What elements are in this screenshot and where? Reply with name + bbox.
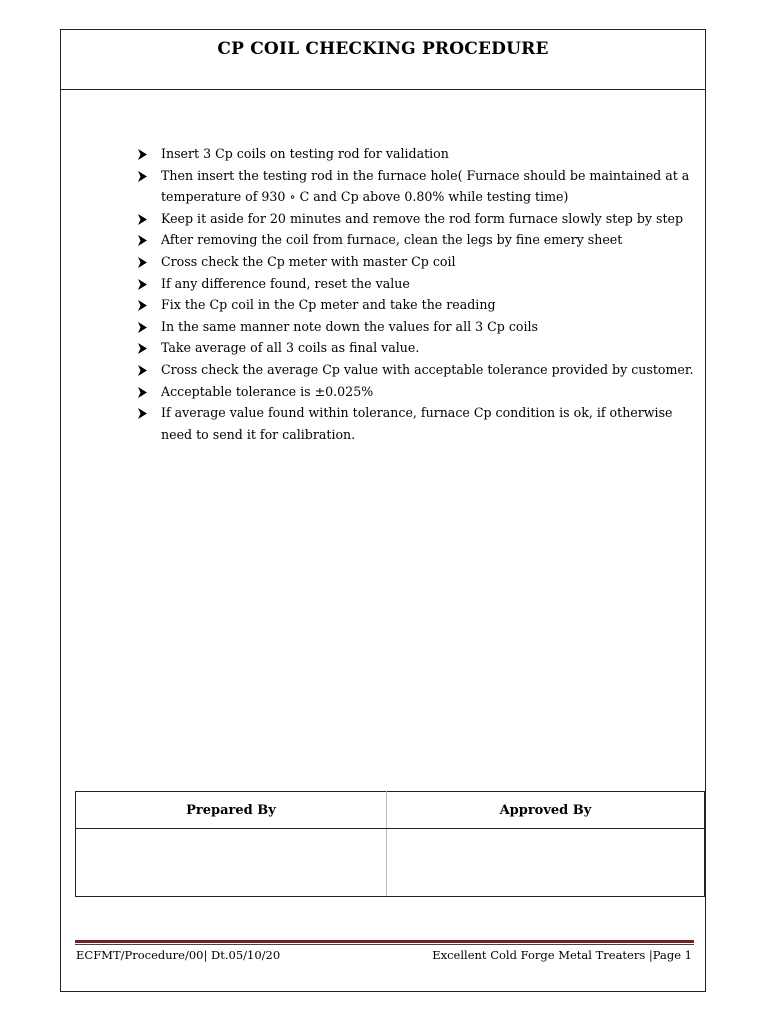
step-text: Keep it aside for 20 minutes and remove the rod form furnace slowly step by step [161, 210, 684, 226]
arrowhead-bullet-icon [137, 229, 153, 246]
list-item [137, 251, 697, 273]
footer-divider [75, 940, 694, 945]
step-text: If average value found within tolerance, furnace Cp condition is ok, if otherwise need to send it for calibration. [161, 405, 673, 442]
step-text: After removing the coil from furnace, clean the legs by fine emery sheet [161, 232, 623, 248]
arrowhead-bullet-icon [137, 294, 153, 311]
list-item [137, 165, 697, 208]
list-item [137, 359, 697, 381]
footer-company-page: Excellent Cold Forge Metal Treaters |Page 1 [432, 948, 692, 962]
list-item [137, 316, 697, 338]
list-item [137, 294, 697, 316]
arrowhead-bullet-icon [137, 208, 153, 225]
page-title: CP COIL CHECKING PROCEDURE [217, 39, 549, 59]
arrowhead-bullet-icon [137, 273, 153, 290]
arrowhead-bullet-icon [137, 359, 153, 376]
list-item [137, 229, 697, 251]
footer-doc-reference: ECFMT/Procedure/00| Dt.05/10/20 [76, 948, 281, 962]
arrowhead-bullet-icon [137, 337, 153, 354]
title-box [60, 29, 706, 90]
list-item [137, 337, 697, 359]
step-text: Insert 3 Cp coils on testing rod for validation [161, 146, 449, 161]
arrowhead-bullet-icon [137, 251, 153, 268]
footer-rule-thin [75, 944, 694, 945]
step-text: Cross check the average Cp value with acceptable tolerance provided by customer. [161, 361, 694, 377]
list-item [137, 273, 697, 295]
step-text: Then insert the testing rod in the furnace hole( Furnace should be maintained at a temperature of 930 ∘ C and Cp above 0.80% while testing time) [161, 167, 690, 205]
prepared-by-header: Prepared By [76, 792, 387, 829]
step-text: Cross check the Cp meter with master Cp coil [161, 253, 456, 269]
list-item [137, 143, 697, 165]
footer-rule-thick [75, 940, 694, 943]
step-text: Fix the Cp coil in the Cp meter and take the reading [161, 297, 496, 313]
approved-by-signature-cell [386, 829, 704, 897]
signoff-table [75, 791, 705, 897]
step-text: If any difference found, reset the value [161, 275, 410, 291]
arrowhead-bullet-icon [137, 381, 153, 398]
list-item [137, 402, 697, 445]
step-text: Acceptable tolerance is ±0.025% [161, 383, 374, 399]
procedure-steps-list [137, 143, 697, 445]
list-item [137, 381, 697, 403]
step-text: Take average of all 3 coils as final value. [161, 340, 420, 356]
prepared-by-signature-cell [76, 829, 387, 897]
arrowhead-bullet-icon [137, 143, 153, 160]
arrowhead-bullet-icon [137, 402, 153, 419]
list-item [137, 208, 697, 230]
step-text: In the same manner note down the values for all 3 Cp coils [161, 318, 538, 334]
arrowhead-bullet-icon [137, 316, 153, 333]
arrowhead-bullet-icon [137, 165, 153, 182]
approved-by-header: Approved By [386, 792, 704, 829]
